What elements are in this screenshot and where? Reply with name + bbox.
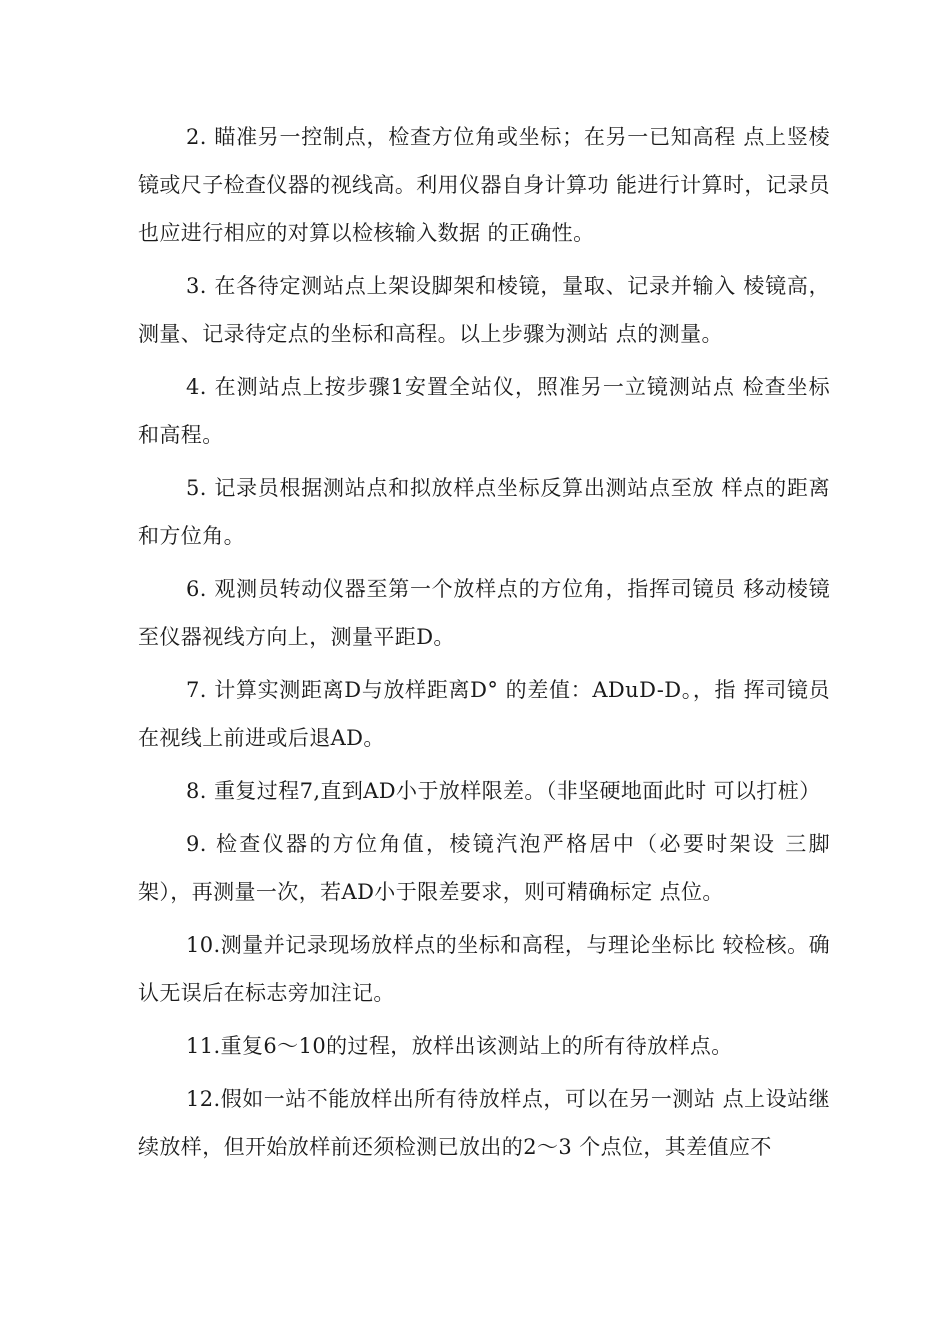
step-text: 检查仪器的方位角值，棱镜汽泡严格居中（必要时架设 三脚架），再测量一次，若AD小于限差要求，则可精确标定 点位。 bbox=[138, 832, 830, 904]
step-text: 测量并记录现场放样点的坐标和高程，与理论坐标比 较检核。确认无误后在标志旁加注记。 bbox=[138, 933, 830, 1005]
step-text: 在各待定测站点上架设脚架和棱镜，量取、记录并输入 棱镜高，测量、记录待定点的坐标和高程。以上步骤为测站 点的测量。 bbox=[138, 274, 830, 346]
step-number: 11. bbox=[186, 1034, 221, 1058]
step-text: 计算实测距离D与放样距离D° 的差值：ADuD-D。，指 挥司镜员在视线上前进或后退AD。 bbox=[138, 678, 830, 750]
step-text: 观测员转动仪器至第一个放样点的方位角，指挥司镜员 移动棱镜至仪器视线方向上，测量平距D。 bbox=[138, 577, 830, 649]
paragraph-step-3 bbox=[138, 262, 830, 358]
step-number: 10. bbox=[186, 933, 221, 957]
paragraph-step-7 bbox=[138, 666, 830, 762]
step-text: 瞄准另一控制点，检查方位角或坐标；在另一已知高程 点上竖棱镜或尺子检查仪器的视线高。利用仪器自身计算功 能进行计算时，记录员也应进行相应的对算以检核输入数据 的正确性。 bbox=[138, 125, 830, 245]
paragraph-step-4 bbox=[138, 363, 830, 459]
step-number: 12. bbox=[186, 1087, 221, 1111]
paragraph-step-2 bbox=[138, 113, 830, 257]
step-number: 4. bbox=[186, 375, 207, 399]
paragraph-step-10 bbox=[138, 921, 830, 1017]
step-number: 3. bbox=[186, 274, 207, 298]
step-text: 重复6〜10的过程，放样出该测站上的所有待放样点。 bbox=[220, 1034, 733, 1058]
step-text: 在测站点上按步骤1安置全站仪，照准另一立镜测站点 检查坐标和高程。 bbox=[138, 375, 830, 447]
paragraph-step-8 bbox=[138, 767, 830, 815]
step-number: 2. bbox=[186, 125, 207, 149]
step-number: 5. bbox=[186, 476, 207, 500]
paragraph-step-5 bbox=[138, 464, 830, 560]
step-number: 6. bbox=[186, 577, 207, 601]
step-number: 8. bbox=[186, 779, 207, 803]
step-text: 假如一站不能放样出所有待放样点，可以在另一测站 点上设站继续放样，但开始放样前还须检测已放出的2〜3 个点位，其差值应不 bbox=[138, 1087, 830, 1159]
paragraph-step-12 bbox=[138, 1075, 830, 1171]
paragraph-step-11 bbox=[138, 1022, 830, 1070]
step-text: 记录员根据测站点和拟放样点坐标反算出测站点至放 样点的距离和方位角。 bbox=[138, 476, 830, 548]
paragraph-step-9 bbox=[138, 820, 830, 916]
paragraph-step-6 bbox=[138, 565, 830, 661]
step-number: 7. bbox=[186, 678, 207, 702]
step-text: 重复过程7,直到AD小于放样限差。（非坚硬地面此时 可以打桩） bbox=[214, 779, 821, 803]
document-body bbox=[138, 113, 830, 1176]
step-number: 9. bbox=[186, 832, 207, 856]
